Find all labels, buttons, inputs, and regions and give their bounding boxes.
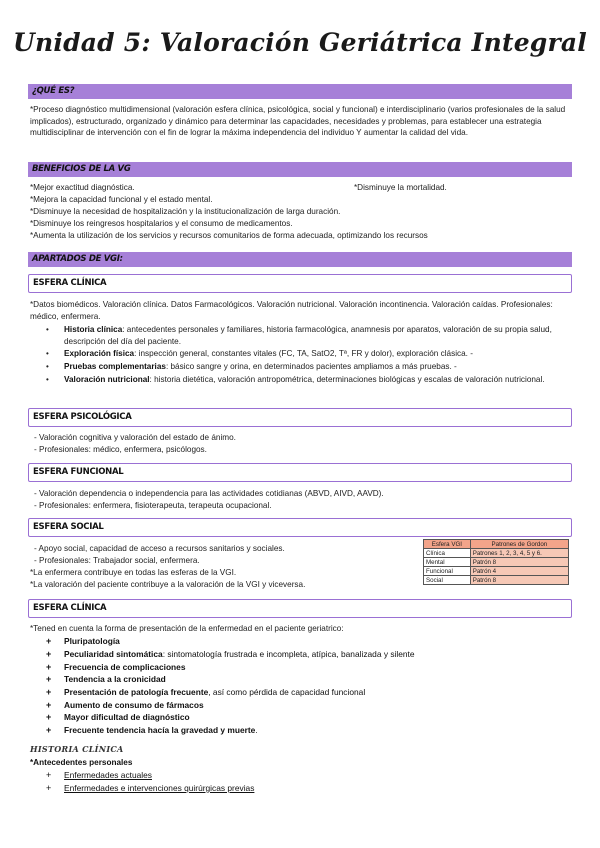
table-row — [424, 576, 569, 585]
plus-icon: + — [46, 712, 52, 722]
plus-icon: + — [46, 783, 52, 793]
list-item: Pruebas complementarias: básico sangre y orina, en determinados pacientes ampliamos a más pruebas. - — [64, 362, 457, 371]
section-header-que-es: ¿QUÉ ES? — [28, 84, 572, 99]
section-header-apartados: APARTADOS DE VGI: — [28, 252, 572, 267]
list-item: Enfermedades actuales — [64, 770, 152, 780]
table-cell: Patrón 8 — [470, 558, 568, 567]
plus-icon: + — [46, 700, 52, 710]
plus-icon: + — [46, 674, 52, 684]
section-header-beneficios: BENEFICIOS DE LA VG — [28, 162, 572, 177]
table-row — [424, 558, 569, 567]
table-cell: Clínica — [424, 549, 471, 558]
table-cell: Mental — [424, 558, 471, 567]
gordon-table — [423, 539, 569, 585]
table-cell: Patrón 4 — [470, 567, 568, 576]
table-cell: Funcional — [424, 567, 471, 576]
subsection-title-historia-clinica: HISTORIA CLÍNICA — [30, 744, 124, 754]
section-header-esfera-clinica-2: ESFERA CLÍNICA — [28, 599, 572, 618]
plus-icon: + — [46, 687, 52, 697]
esfera-clinica-2-intro: *Tened en cuenta la forma de presentación de la enfermedad en el paciente geriatrico: — [30, 624, 344, 633]
section-header-esfera-psicologica: ESFERA PSICOLÓGICA — [28, 408, 572, 427]
beneficio-item: *Disminuye la mortalidad. — [354, 183, 447, 192]
beneficio-item: *Mejor exactitud diagnóstica. — [30, 183, 135, 192]
beneficio-item: *Mejora la capacidad funcional y el estado mental. — [30, 195, 213, 204]
list-item: Peculiaridad sintomática: sintomatología frustrada e incompleta, atípica, banalizada y silente — [64, 649, 415, 659]
list-item: Frecuencia de complicaciones — [64, 662, 186, 672]
list-item: - Apoyo social, capacidad de acceso a recursos sanitarios y sociales. — [34, 544, 285, 553]
section-header-esfera-funcional: ESFERA FUNCIONAL — [28, 463, 572, 482]
list-item: - Profesionales: Trabajador social, enfermera. — [34, 556, 200, 565]
plus-icon: + — [46, 662, 52, 672]
list-item: Valoración nutricional: historia dietética, valoración antropométrica, determinaciones biológicas y escalas de valoración nutricional. — [64, 375, 545, 384]
bullet-icon: • — [46, 349, 49, 358]
bullet-icon: • — [46, 362, 49, 371]
beneficio-item: *Disminuye los reingresos hospitalarios y el consumo de medicamentos. — [30, 219, 293, 228]
list-item: Tendencia a la cronicidad — [64, 674, 166, 684]
beneficio-item: *Disminuye la necesidad de hospitalización y la institucionalización de larga duración. — [30, 207, 341, 216]
table-header: Patrones de Gordon — [470, 540, 568, 549]
list-item: - Profesionales: enfermera, fisioterapeuta, terapeuta ocupacional. — [34, 501, 272, 510]
list-item: Enfermedades e intervenciones quirúrgicas previas — [64, 783, 255, 793]
list-item: - Valoración cognitiva y valoración del estado de ánimo. — [34, 433, 236, 442]
plus-icon: + — [46, 636, 52, 646]
list-item: *La enfermera contribuye en todas las esferas de la VGI. — [30, 568, 237, 577]
list-item: Presentación de patología frecuente, así como pérdida de capacidad funcional — [64, 687, 366, 697]
list-item: Mayor dificultad de diagnóstico — [64, 712, 190, 722]
list-item: - Profesionales: médico, enfermera, psicólogos. — [34, 445, 207, 454]
bullet-icon: • — [46, 325, 49, 334]
list-item: - Valoración dependencia o independencia para las actividades cotidianas (ABVD, AIVD, AAVD). — [34, 489, 384, 498]
antecedentes-label: *Antecedentes personales — [30, 758, 133, 767]
que-es-text: *Proceso diagnóstico multidimensional (valoración esfera clínica, psicológica, social y funcional) e interdisciplinario (varios profesionales de la salud implicados), estructurado, organizado y dinámico para determinar las capacidades, necesidades y problemas, para establecer una estrategia multidisciplinar de intervención con el fin de lograr la máxima independencia del individuo Y aumentar la calidad del vida. — [30, 105, 566, 138]
esfera-clinica-intro: *Datos biomédicos. Valoración clínica. Datos Farmacológicos. Valoración nutricional. Valoración incontinencia. Valoración caídas. Profesionales: médico, enfermera. — [30, 300, 553, 321]
list-item: Exploración física: inspección general, constantes vitales (FC, TA, SatO2, Tª, FR y dolor), exploración clásica. - — [64, 349, 473, 358]
table-cell: Patrón 8 — [470, 576, 568, 585]
table-row — [424, 567, 569, 576]
table-cell: Social — [424, 576, 471, 585]
table-cell: Patrones 1, 2, 3, 4, 5 y 6. — [470, 549, 568, 558]
list-item: *La valoración del paciente contribuye a la valoración de la VGI y viceversa. — [30, 580, 306, 589]
list-item: Aumento de consumo de fármacos — [64, 700, 204, 710]
plus-icon: + — [46, 770, 52, 780]
table-header-row — [424, 540, 569, 549]
page-title: Unidad 5: Valoración Geriátrica Integral — [13, 28, 587, 57]
section-header-esfera-social: ESFERA SOCIAL — [28, 518, 572, 537]
section-header-esfera-clinica: ESFERA CLÍNICA — [28, 274, 572, 293]
beneficio-item: *Aumenta la utilización de los servicios y recursos comunitarios de forma adecuada, optimizando los recursos — [30, 231, 428, 240]
list-item: Pluripatología — [64, 636, 120, 646]
plus-icon: + — [46, 649, 52, 659]
list-item: Frecuente tendencia hacía la gravedad y muerte. — [64, 725, 258, 735]
table-row — [424, 549, 569, 558]
plus-icon: + — [46, 725, 52, 735]
table-header: Esfera VGI — [424, 540, 471, 549]
list-item: Historia clínica: antecedentes personales y familiares, historia farmacológica, anamnesis por aparatos, valoración de su propia salud, descripción del día del paciente. — [64, 325, 552, 346]
bullet-icon: • — [46, 375, 49, 384]
